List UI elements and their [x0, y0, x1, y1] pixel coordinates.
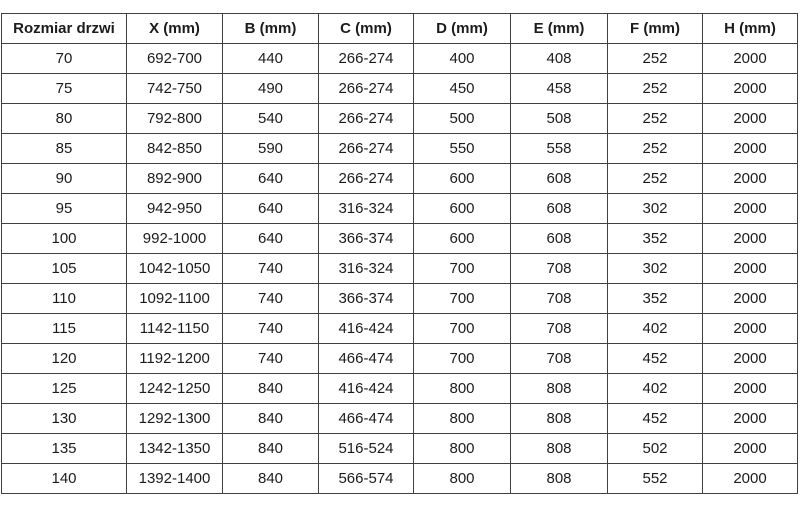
- table-cell: 352: [608, 284, 703, 314]
- table-cell: 400: [414, 44, 511, 74]
- table-cell: 2000: [703, 134, 798, 164]
- table-cell: 516-524: [319, 434, 414, 464]
- table-cell: 740: [223, 314, 319, 344]
- table-cell: 800: [414, 464, 511, 494]
- table-cell: 2000: [703, 104, 798, 134]
- table-cell: 608: [511, 194, 608, 224]
- table-cell: 2000: [703, 164, 798, 194]
- table-cell: 490: [223, 74, 319, 104]
- table-cell: 2000: [703, 344, 798, 374]
- table-cell: 640: [223, 194, 319, 224]
- table-cell: 608: [511, 224, 608, 254]
- table-row: [2, 104, 798, 134]
- table-row: [2, 224, 798, 254]
- table-cell: 125: [2, 374, 127, 404]
- table-cell: 90: [2, 164, 127, 194]
- table-cell: 1292-1300: [127, 404, 223, 434]
- table-cell: 352: [608, 224, 703, 254]
- table-cell: 992-1000: [127, 224, 223, 254]
- table-cell: 552: [608, 464, 703, 494]
- table-cell: 550: [414, 134, 511, 164]
- table-cell: 452: [608, 344, 703, 374]
- table-cell: 840: [223, 374, 319, 404]
- table-row: [2, 134, 798, 164]
- table-cell: 840: [223, 404, 319, 434]
- table-cell: 708: [511, 254, 608, 284]
- table-cell: 808: [511, 464, 608, 494]
- table-cell: 366-374: [319, 284, 414, 314]
- table-cell: 640: [223, 224, 319, 254]
- table-cell: 942-950: [127, 194, 223, 224]
- header-row: [2, 14, 798, 44]
- table-cell: 252: [608, 44, 703, 74]
- table-cell: 740: [223, 344, 319, 374]
- table-cell: 600: [414, 194, 511, 224]
- table-cell: 808: [511, 374, 608, 404]
- table-cell: 252: [608, 164, 703, 194]
- table-cell: 252: [608, 134, 703, 164]
- table-cell: 100: [2, 224, 127, 254]
- table-cell: 466-474: [319, 344, 414, 374]
- table-cell: 140: [2, 464, 127, 494]
- table-row: [2, 374, 798, 404]
- table-cell: 252: [608, 74, 703, 104]
- table-cell: 2000: [703, 404, 798, 434]
- table-cell: 115: [2, 314, 127, 344]
- table-cell: 700: [414, 314, 511, 344]
- table-row: [2, 74, 798, 104]
- table-cell: 808: [511, 404, 608, 434]
- table-cell: 1092-1100: [127, 284, 223, 314]
- column-header-d: D (mm): [414, 14, 511, 44]
- table-cell: 2000: [703, 44, 798, 74]
- table-cell: 590: [223, 134, 319, 164]
- table-row: [2, 344, 798, 374]
- table-cell: 110: [2, 284, 127, 314]
- table-cell: 558: [511, 134, 608, 164]
- table-cell: 508: [511, 104, 608, 134]
- table-cell: 2000: [703, 374, 798, 404]
- column-header-h: H (mm): [703, 14, 798, 44]
- table-cell: 640: [223, 164, 319, 194]
- table-cell: 316-324: [319, 194, 414, 224]
- table-cell: 708: [511, 344, 608, 374]
- table-cell: 105: [2, 254, 127, 284]
- table-row: [2, 404, 798, 434]
- table-cell: 1142-1150: [127, 314, 223, 344]
- table-cell: 740: [223, 254, 319, 284]
- column-header-rozmiar-drzwi: Rozmiar drzwi: [2, 14, 127, 44]
- table-cell: 692-700: [127, 44, 223, 74]
- table-row: [2, 44, 798, 74]
- table-cell: 1192-1200: [127, 344, 223, 374]
- table-cell: 800: [414, 434, 511, 464]
- table-row: [2, 194, 798, 224]
- table-cell: 2000: [703, 254, 798, 284]
- table-cell: 1042-1050: [127, 254, 223, 284]
- table-row: [2, 464, 798, 494]
- table-cell: 500: [414, 104, 511, 134]
- table-row: [2, 284, 798, 314]
- table-cell: 440: [223, 44, 319, 74]
- table-cell: 842-850: [127, 134, 223, 164]
- table-cell: 2000: [703, 194, 798, 224]
- table-cell: 566-574: [319, 464, 414, 494]
- table-cell: 316-324: [319, 254, 414, 284]
- table-cell: 742-750: [127, 74, 223, 104]
- table-cell: 2000: [703, 434, 798, 464]
- table-cell: 302: [608, 194, 703, 224]
- table-body: [2, 44, 798, 494]
- table-cell: 1242-1250: [127, 374, 223, 404]
- table-cell: 120: [2, 344, 127, 374]
- table-cell: 2000: [703, 224, 798, 254]
- table-cell: 95: [2, 194, 127, 224]
- table-cell: 800: [414, 374, 511, 404]
- table-cell: 85: [2, 134, 127, 164]
- table-cell: 266-274: [319, 104, 414, 134]
- table-cell: 800: [414, 404, 511, 434]
- column-header-f: F (mm): [608, 14, 703, 44]
- table-cell: 266-274: [319, 164, 414, 194]
- table-cell: 608: [511, 164, 608, 194]
- door-size-table: [1, 13, 798, 494]
- table-cell: 700: [414, 284, 511, 314]
- table-cell: 402: [608, 374, 703, 404]
- table-cell: 792-800: [127, 104, 223, 134]
- door-size-table-container: [1, 13, 797, 494]
- table-cell: 450: [414, 74, 511, 104]
- table-cell: 416-424: [319, 314, 414, 344]
- table-cell: 502: [608, 434, 703, 464]
- table-cell: 840: [223, 434, 319, 464]
- table-cell: 135: [2, 434, 127, 464]
- column-header-x: X (mm): [127, 14, 223, 44]
- table-cell: 466-474: [319, 404, 414, 434]
- table-cell: 540: [223, 104, 319, 134]
- table-cell: 2000: [703, 284, 798, 314]
- column-header-e: E (mm): [511, 14, 608, 44]
- table-cell: 708: [511, 284, 608, 314]
- column-header-c: C (mm): [319, 14, 414, 44]
- table-cell: 740: [223, 284, 319, 314]
- table-cell: 408: [511, 44, 608, 74]
- table-cell: 1342-1350: [127, 434, 223, 464]
- table-cell: 70: [2, 44, 127, 74]
- table-row: [2, 254, 798, 284]
- table-cell: 75: [2, 74, 127, 104]
- table-cell: 302: [608, 254, 703, 284]
- table-cell: 402: [608, 314, 703, 344]
- table-cell: 808: [511, 434, 608, 464]
- table-cell: 840: [223, 464, 319, 494]
- table-row: [2, 164, 798, 194]
- table-cell: 458: [511, 74, 608, 104]
- column-header-b: B (mm): [223, 14, 319, 44]
- table-cell: 708: [511, 314, 608, 344]
- table-cell: 700: [414, 344, 511, 374]
- table-cell: 252: [608, 104, 703, 134]
- table-cell: 2000: [703, 464, 798, 494]
- table-cell: 366-374: [319, 224, 414, 254]
- table-cell: 2000: [703, 74, 798, 104]
- table-cell: 2000: [703, 314, 798, 344]
- table-cell: 80: [2, 104, 127, 134]
- table-cell: 130: [2, 404, 127, 434]
- table-row: [2, 434, 798, 464]
- table-cell: 266-274: [319, 74, 414, 104]
- table-cell: 266-274: [319, 44, 414, 74]
- table-cell: 892-900: [127, 164, 223, 194]
- table-cell: 1392-1400: [127, 464, 223, 494]
- table-cell: 266-274: [319, 134, 414, 164]
- table-cell: 700: [414, 254, 511, 284]
- table-cell: 600: [414, 164, 511, 194]
- table-cell: 600: [414, 224, 511, 254]
- table-cell: 452: [608, 404, 703, 434]
- table-cell: 416-424: [319, 374, 414, 404]
- table-row: [2, 314, 798, 344]
